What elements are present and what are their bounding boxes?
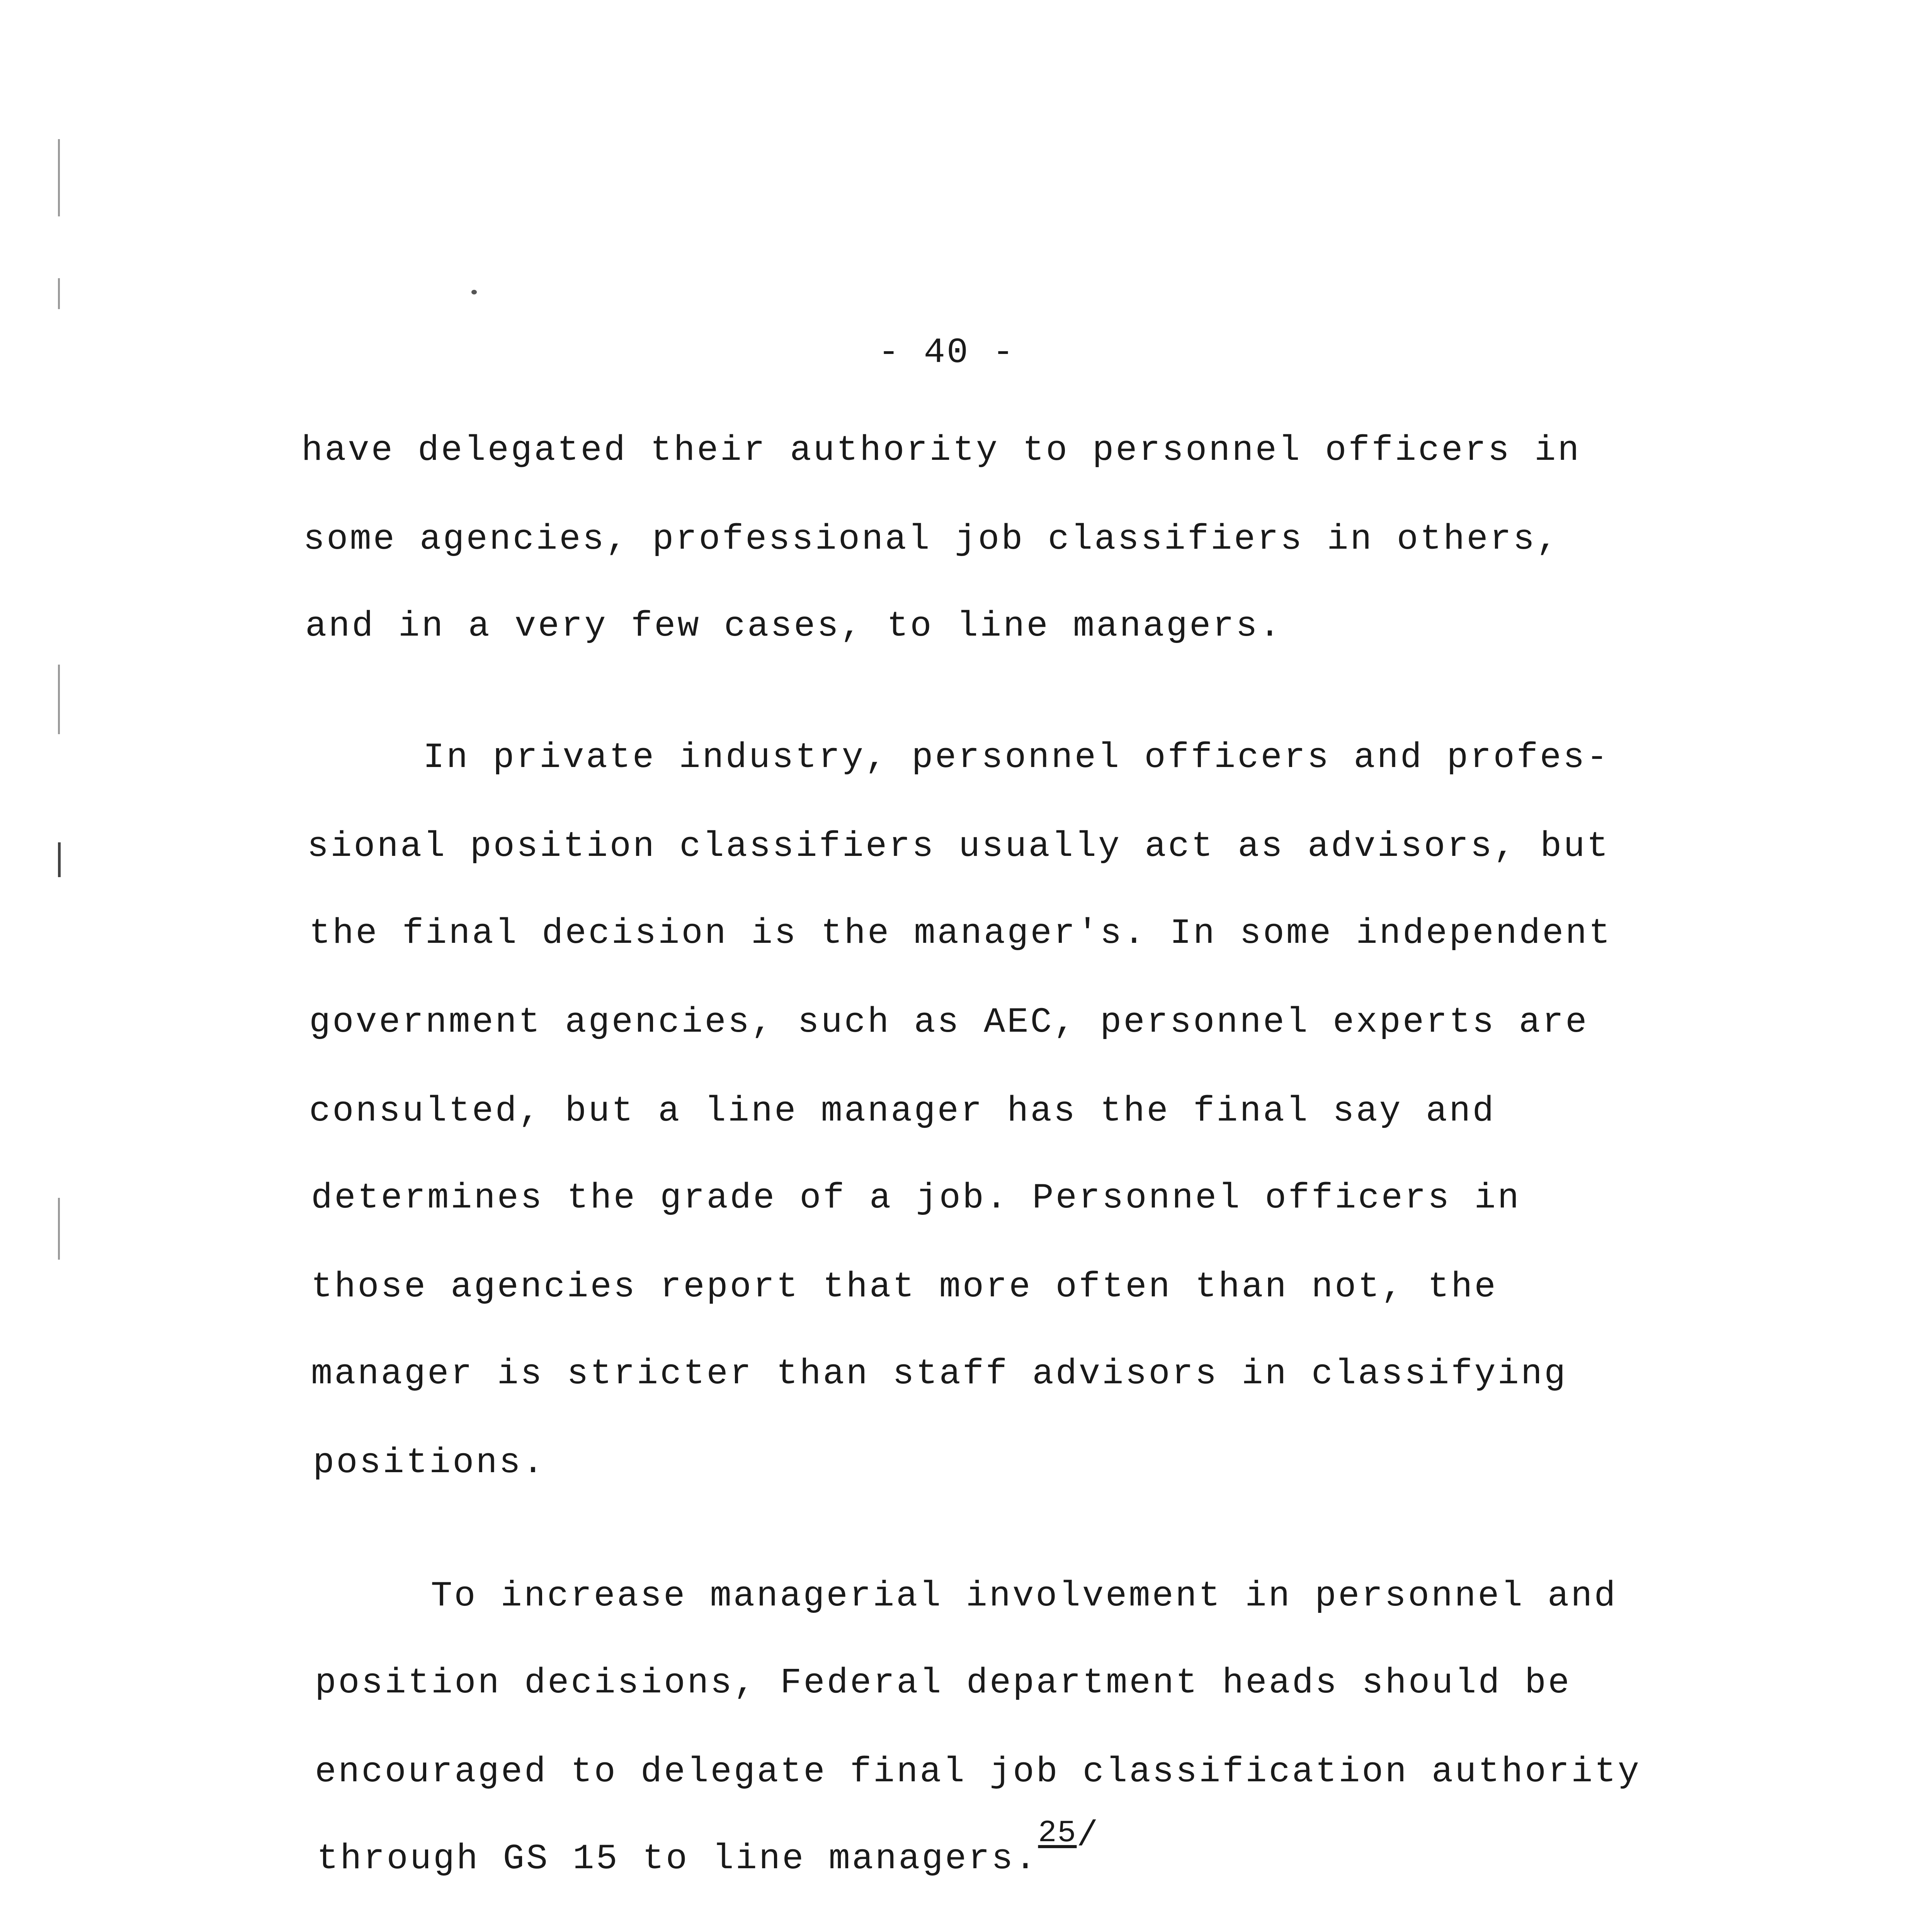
paragraph-2-line-7: those agencies report that more often than not, the bbox=[311, 1267, 1498, 1307]
scan-edge-mark bbox=[58, 1198, 60, 1260]
paragraph-2-line-4: government agencies, such as AEC, personnel experts are bbox=[309, 1002, 1589, 1043]
footnote-reference: 25 bbox=[1038, 1816, 1077, 1851]
paragraph-3-line-4 bbox=[317, 1815, 1098, 1879]
paragraph-3-line-3: encouraged to delegate final job classification authority bbox=[315, 1752, 1641, 1792]
paragraph-2-line-2: sional position classifiers usually act as advisors, but bbox=[307, 826, 1610, 867]
scan-edge-mark bbox=[58, 842, 61, 877]
scan-edge-mark bbox=[58, 139, 60, 216]
scan-edge-mark bbox=[58, 278, 60, 309]
paragraph-1-line-3: and in a very few cases, to line managers. bbox=[305, 606, 1282, 646]
paragraph-3-line-2: position decisions, Federal department heads should be bbox=[315, 1663, 1571, 1703]
scan-edge-mark bbox=[58, 665, 60, 734]
paragraph-1-line-2: some agencies, professional job classifiers in others, bbox=[303, 519, 1560, 560]
paragraph-2-line-3: the final decision is the manager's. In some independent bbox=[309, 913, 1612, 954]
page-number: - 40 - bbox=[878, 332, 1015, 373]
paragraph-2-line-8: manager is stricter than staff advisors in classifying bbox=[311, 1354, 1568, 1394]
paragraph-2-line-6: determines the grade of a job. Personnel officers in bbox=[311, 1178, 1521, 1218]
scan-speck bbox=[471, 290, 477, 294]
paragraph-2-line-1: In private industry, personnel officers and profes- bbox=[423, 737, 1610, 778]
footnote-slash: / bbox=[1077, 1815, 1098, 1856]
paragraph-2-line-5: consulted, but a line manager has the final say and bbox=[309, 1091, 1496, 1131]
paragraph-2-line-9: positions. bbox=[313, 1442, 546, 1483]
paragraph-3-line-1: To increase managerial involvement in personnel and bbox=[431, 1576, 1617, 1616]
paragraph-1-line-1: have delegated their authority to personnel officers in bbox=[301, 430, 1581, 471]
paragraph-3-line-4-text: through GS 15 to line managers. bbox=[317, 1838, 1038, 1879]
